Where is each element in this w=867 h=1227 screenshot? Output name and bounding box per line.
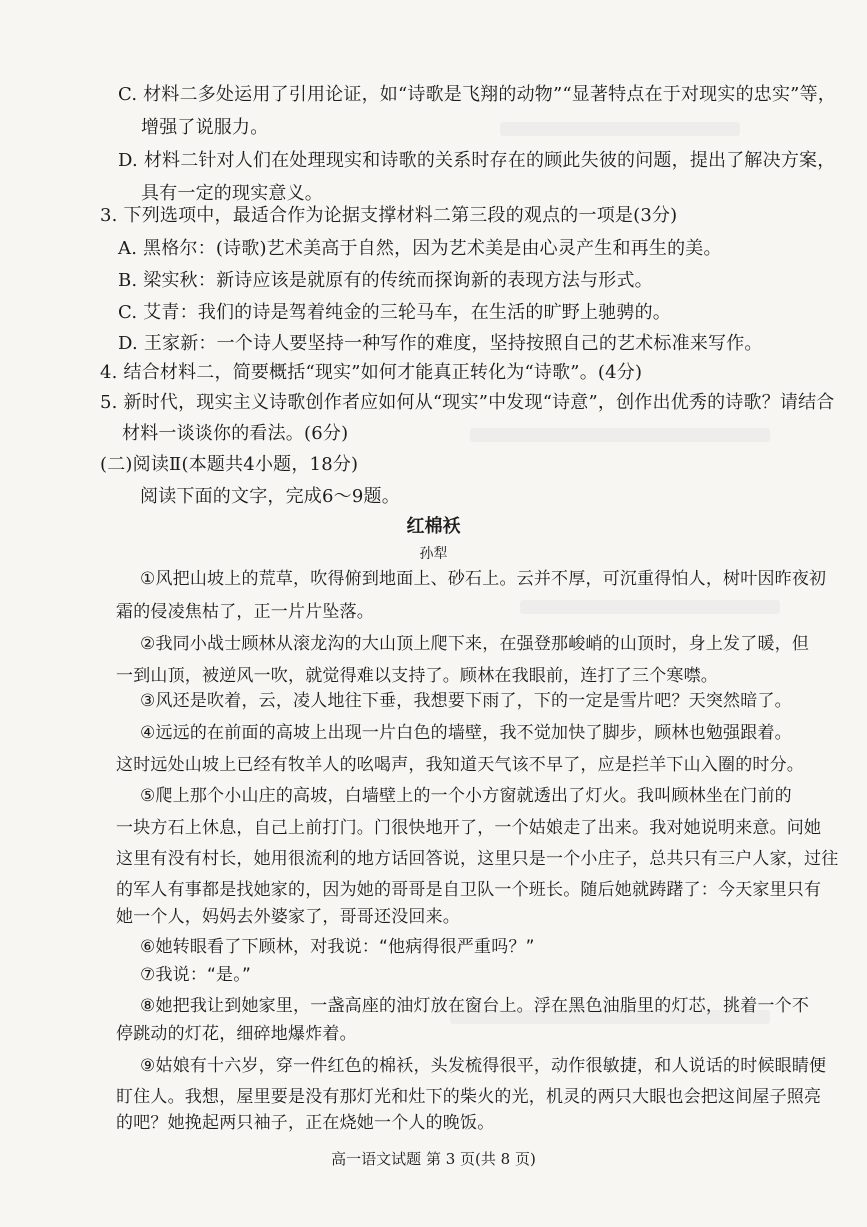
option-c-line1: C. 材料二多处运用了引用论证，如“诗歌是飞翔的动物”“显著特点在于对现实的忠实”等，: [118, 84, 836, 105]
story-line: ③风还是吹着，云，凌人地往下垂，我想要下雨了，下的一定是雪片吧？天突然暗了。: [140, 691, 792, 711]
story-line: 这时远处山坡上已经有牧羊人的吆喝声，我知道天气该不早了，应是拦羊下山入圈的时分。: [116, 755, 804, 775]
story-line: ①风把山坡上的荒草，吹得俯到地面上、砂石上。云并不厚，可沉重得怕人，树叶因昨夜初: [140, 569, 827, 589]
option-d-line1: D. 材料二针对人们在处理现实和诗歌的关系时存在的顾此失彼的问题，提出了解决方案，: [118, 150, 836, 171]
story-line: 的军人有事都是找她家的，因为她的哥哥是自卫队一个班长。随后她就踌躇了：今天家里只有: [116, 880, 822, 900]
bleed-through-mark: [520, 600, 780, 614]
bleed-through-mark: [500, 122, 740, 136]
story-line: 停跳动的灯花，细碎地爆炸着。: [116, 1024, 357, 1044]
section2-instruction: 阅读下面的文字，完成6～9题。: [140, 486, 400, 507]
story-line: ⑦我说：“是。”: [140, 965, 251, 985]
story-line: 一块方石上休息，自己上前打门。门很快地开了，一个姑娘走了出来。我对她说明来意。问她: [116, 818, 822, 838]
bleed-through-mark: [470, 428, 770, 442]
story-line: 盯住人。我想，屋里要是没有那灯光和灶下的柴火的光，机灵的两只大眼也会把这间屋子照亮: [116, 1087, 822, 1107]
question4: 4. 结合材料二，简要概括“现实”如何才能真正转化为“诗歌”。(4分): [100, 362, 643, 383]
story-line: 霜的侵凌焦枯了，正一片片坠落。: [116, 602, 374, 622]
story-line: ②我同小战士顾林从滚龙沟的大山顶上爬下来，在强登那峻峭的山顶时，身上发了暖，但: [140, 634, 810, 654]
story-line: ④远远的在前面的高坡上出现一片白色的墙壁，我不觉加快了脚步，顾林也勉强跟着。: [140, 723, 792, 743]
question3-option-b: B. 梁实秋：新诗应该是就原有的传统而探询新的表现方法与形式。: [118, 270, 653, 291]
story-line: 这里有没有村长，她用很流利的地方话回答说，这里只是一个小庄子，总共只有三户人家，过往: [116, 849, 839, 869]
story-author: 孙犁: [419, 546, 448, 562]
story-line: 的吧？她挽起两只袖子，正在烧她一个人的晚饭。: [116, 1113, 495, 1133]
story-line: 一到山顶，被逆风一吹，就觉得难以支持了。顾林在我眼前，连打了三个寒噤。: [116, 666, 718, 686]
question3-option-a: A. 黑格尔：(诗歌)艺术美高于自然，因为艺术美是由心灵产生和再生的美。: [118, 238, 722, 259]
question3-stem: 3. 下列选项中，最适合作为论据支撑材料二第三段的观点的一项是(3分): [100, 205, 678, 226]
story-line: ⑧她把我让到她家里，一盏高座的油灯放在窗台上。浮在黑色油脂里的灯芯，挑着一个不: [140, 996, 810, 1016]
question5-line2: 材料一谈谈你的看法。(6分): [122, 423, 349, 444]
option-c-line2: 增强了说服力。: [141, 117, 269, 138]
story-line: 她一个人，妈妈去外婆家了，哥哥还没回来。: [116, 907, 460, 927]
story-line: ⑨姑娘有十六岁，穿一件红色的棉袄，头发梳得很平，动作很敏捷，和人说话的时候眼睛便: [140, 1056, 827, 1076]
story-line: ⑤爬上那个小山庄的高坡，白墙壁上的一个小方窗就透出了灯火。我叫顾林坐在门前的: [140, 786, 792, 806]
story-line: ⑥她转眼看了下顾林，对我说：“他病得很严重吗？”: [140, 937, 535, 957]
story-title: 红棉袄: [406, 516, 461, 537]
question3-option-d: D. 王家新：一个诗人要坚持一种写作的难度，坚持按照自己的艺术标准来写作。: [118, 333, 763, 354]
question5-line1: 5. 新时代，现实主义诗歌创作者应如何从“现实”中发现“诗意”，创作出优秀的诗歌？请结合: [100, 392, 835, 413]
section2-heading: (二)阅读Ⅱ(本题共4小题，18分): [100, 454, 359, 475]
question3-option-c: C. 艾青：我们的诗是驾着纯金的三轮马车，在生活的旷野上驰骋的。: [118, 302, 671, 323]
option-d-line2: 具有一定的现实意义。: [141, 183, 323, 204]
page-footer: 高一语文试题 第 3 页(共 8 页): [331, 1150, 536, 1168]
